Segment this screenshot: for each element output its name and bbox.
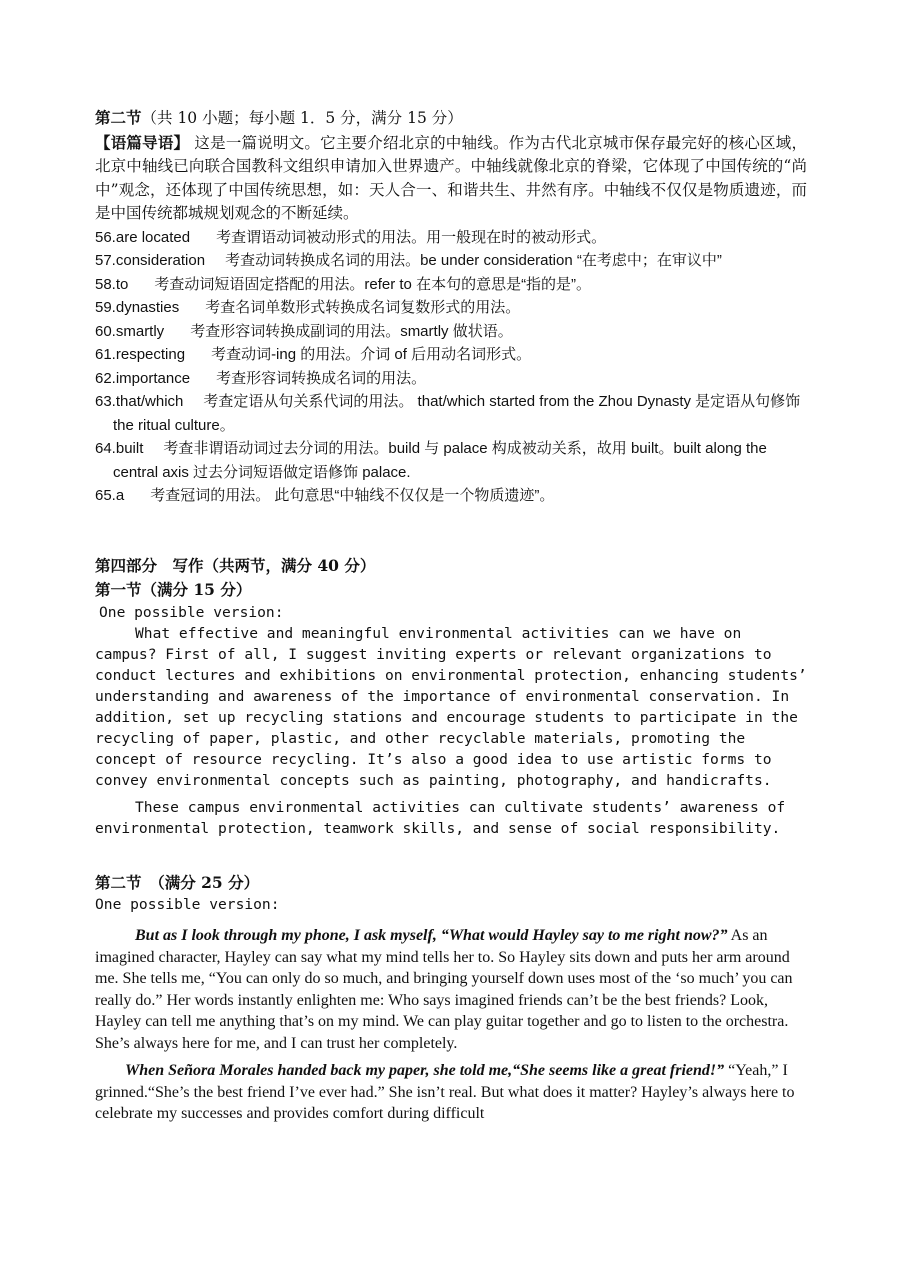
answer-explanation: 考查动词转换成名词的用法。be under consideration “在考虑中；在审议中” [225, 252, 722, 269]
paragraph-1-lead: But as I look through my phone, I ask myself, “What would Hayley say to me right now?” [135, 927, 728, 944]
answer-key: 57.consideration [95, 252, 206, 269]
answer-explanation: 考查形容词转换成名词的用法。 [216, 369, 427, 387]
answer-explanation: 考查冠词的用法。 此句意思“中轴线不仅仅是一个物质遗迹”。 [150, 487, 555, 504]
answer-item [95, 226, 807, 250]
section1-version-label: One possible version: [99, 603, 284, 621]
intro-label: 【语篇导语】 [95, 132, 190, 152]
answer-item [95, 343, 807, 367]
answer-item [95, 367, 807, 391]
answer-key: 61.respecting [95, 346, 186, 363]
answer-key: 65.a [95, 487, 125, 504]
answer-item [95, 320, 807, 344]
answer-item [95, 484, 807, 508]
document-page [95, 106, 807, 1125]
section-heading [95, 106, 807, 131]
answer-explanation: 考查谓语动词被动形式的用法。用一般现在时的被动形式。 [216, 228, 607, 246]
answer-explanation: 考查名词单数形式转换成名词复数形式的用法。 [205, 299, 521, 316]
answer-explanation: 考查动词-ing 的用法。介词 of 后用动名词形式。 [211, 346, 532, 363]
answer-key: 62.importance [95, 369, 191, 387]
answer-key: 59.dynasties [95, 299, 180, 316]
answer-item [95, 296, 807, 320]
intro-text: 这是一篇说明文。它主要介绍北京的中轴线。作为古代北京城市保存最完好的核心区域，北京中轴线已向联合国教科文组织申请加入世界遗产。中轴线就像北京的脊梁，它体现了中国传统的“尚中”观念，还体现了中国传统思想，如：天人合一、和谐共生、井然有序。中轴线不仅仅是物质遗迹，而是中国传统都城规划观念的不断延续。 [95, 133, 807, 222]
part4-heading: 第四部分 写作（共两节，满分 40 分） [95, 555, 376, 575]
reading-intro [95, 131, 807, 226]
answer-explanation: 考查形容词转换成副词的用法。smartly 做状语。 [190, 322, 513, 340]
answer-item [95, 437, 807, 484]
answer-explanation: 考查动词短语固定搭配的用法。refer to 在本句的意思是“指的是”。 [154, 275, 592, 293]
section1-paragraph-2: These campus environmental activities can cultivate students’ awareness of environmental protection, teamwork skills, and sense of social responsibility. [95, 798, 786, 837]
answer-key: 60.smartly [95, 322, 165, 340]
section-note: （共 10 小题；每小题 1．5 分，满分 15 分） [141, 109, 463, 127]
paragraph-2-lead: When Señora Morales handed back my paper, she told me,“She seems like a great friend!” [125, 1062, 725, 1079]
answer-item [95, 249, 807, 273]
answer-item [95, 390, 807, 437]
answer-key: 56.are located [95, 228, 191, 246]
section2-paragraph-1 [95, 925, 807, 1054]
answer-explanation: 考查非谓语动词过去分词的用法。build 与 palace 构成被动关系，故用 built。built along the central axis 过去分词短语做定语修饰 palace. [113, 440, 767, 481]
section2-paragraph-2 [95, 1060, 807, 1125]
section1-paragraph-1: What effective and meaningful environmental activities can we have on campus? First of all, I suggest inviting experts or relevant organizations to conduct lectures and exhibitions on environmental protection, enhancing students’ understanding and awareness of the importance of environmental conservation. In addition, set up recycling stations and encourage students to participate in the recycling of paper, plastic, and other recyclable materials, promoting the concept of resource recycling. It’s also a good idea to use artistic forms to convey environmental concepts such as painting, photography, and handicrafts. [95, 624, 807, 789]
paragraph-2-body: “Yeah,” I grinned.“She’s the best friend I’ve ever had.” She isn’t real. But what does it matter? Hayley’s always here to celebrate my successes and provides comfort during difficult [95, 1062, 795, 1122]
answer-list [95, 226, 807, 508]
section2-version-label: One possible version: [95, 896, 280, 913]
section-title: 第二节 [95, 108, 142, 127]
paragraph-1-body: As an imagined character, Hayley can say what my mind tells her to. So Hayley sits down and puts her arm around me. She tells me, “You can only do so much, and bringing yourself down uses most of the ‘so much’ you can really do.” Her words instantly enlighten me: Who says imagined friends can’t be the best friends? Look, Hayley can tell me anything that’s on my mind. We can play guitar together and go to listen to the orchestra. She’s always here for me, and I can trust her completely. [95, 927, 793, 1052]
answer-key: 58.to [95, 275, 129, 293]
answer-key: 63.that/which [95, 393, 184, 410]
answer-key: 64.built [95, 440, 144, 457]
answer-explanation: 考查定语从句关系代词的用法。 that/which started from the Zhou Dynasty 是定语从句修饰 the ritual culture。 [113, 393, 801, 434]
section2-heading: 第二节 （满分 25 分） [95, 872, 260, 892]
answer-item [95, 273, 807, 297]
section1-heading: 第一节（满分 15 分） [95, 580, 252, 599]
